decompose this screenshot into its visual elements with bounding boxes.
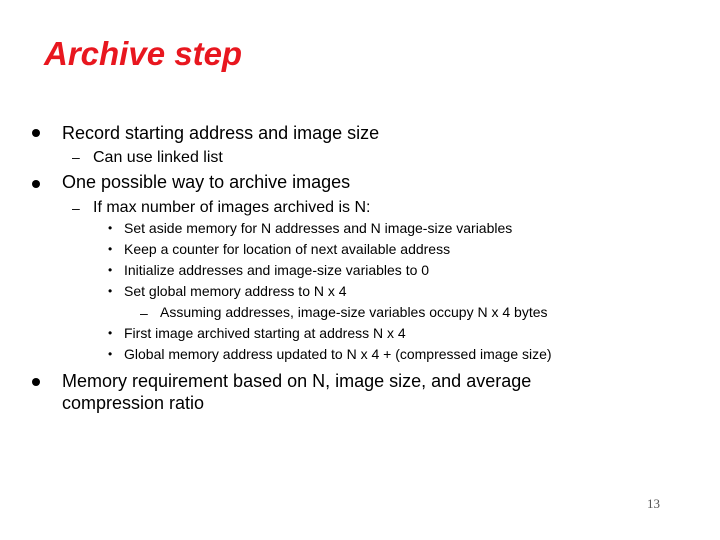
sub-item-linked-list: Can use linked list: [93, 149, 223, 166]
bullet-item-memory-requirement-cont: compression ratio: [62, 393, 205, 413]
small-bullet: •: [108, 326, 113, 340]
dash-marker: –: [140, 305, 148, 321]
small-bullet: •: [108, 242, 113, 256]
dash-marker: –: [72, 200, 80, 216]
dash-marker: –: [72, 149, 80, 165]
point-initialize: Initialize addresses and image-size variables to 0: [124, 262, 430, 278]
small-bullet: •: [108, 284, 113, 298]
bullet-dot: [32, 378, 40, 386]
slide-title: Archive step: [44, 35, 243, 72]
point-keep-counter: Keep a counter for location of next available address: [124, 241, 451, 257]
bullet-item-archive-way: One possible way to archive images: [62, 172, 351, 192]
nested-point-assuming: Assuming addresses, image-size variables occupy N x 4 bytes: [160, 304, 548, 320]
point-set-global-address: Set global memory address to N x 4: [124, 283, 347, 299]
sub-item-max-images: If max number of images archived is N:: [93, 199, 371, 216]
point-global-updated: Global memory address updated to N x 4 + (compressed image size): [124, 346, 552, 362]
point-set-aside-memory: Set aside memory for N addresses and N image-size variables: [124, 220, 513, 236]
bullet-dot: [32, 180, 40, 188]
bullet-item-record-address: Record starting address and image size: [62, 123, 380, 143]
small-bullet: •: [108, 347, 113, 361]
bullet-item-memory-requirement: Memory requirement based on N, image size, and average: [62, 371, 532, 391]
small-bullet: •: [108, 221, 113, 235]
point-first-image: First image archived starting at address N x 4: [124, 325, 406, 341]
page-number: 13: [647, 496, 660, 511]
bullet-dot: [32, 129, 40, 137]
small-bullet: •: [108, 263, 113, 277]
